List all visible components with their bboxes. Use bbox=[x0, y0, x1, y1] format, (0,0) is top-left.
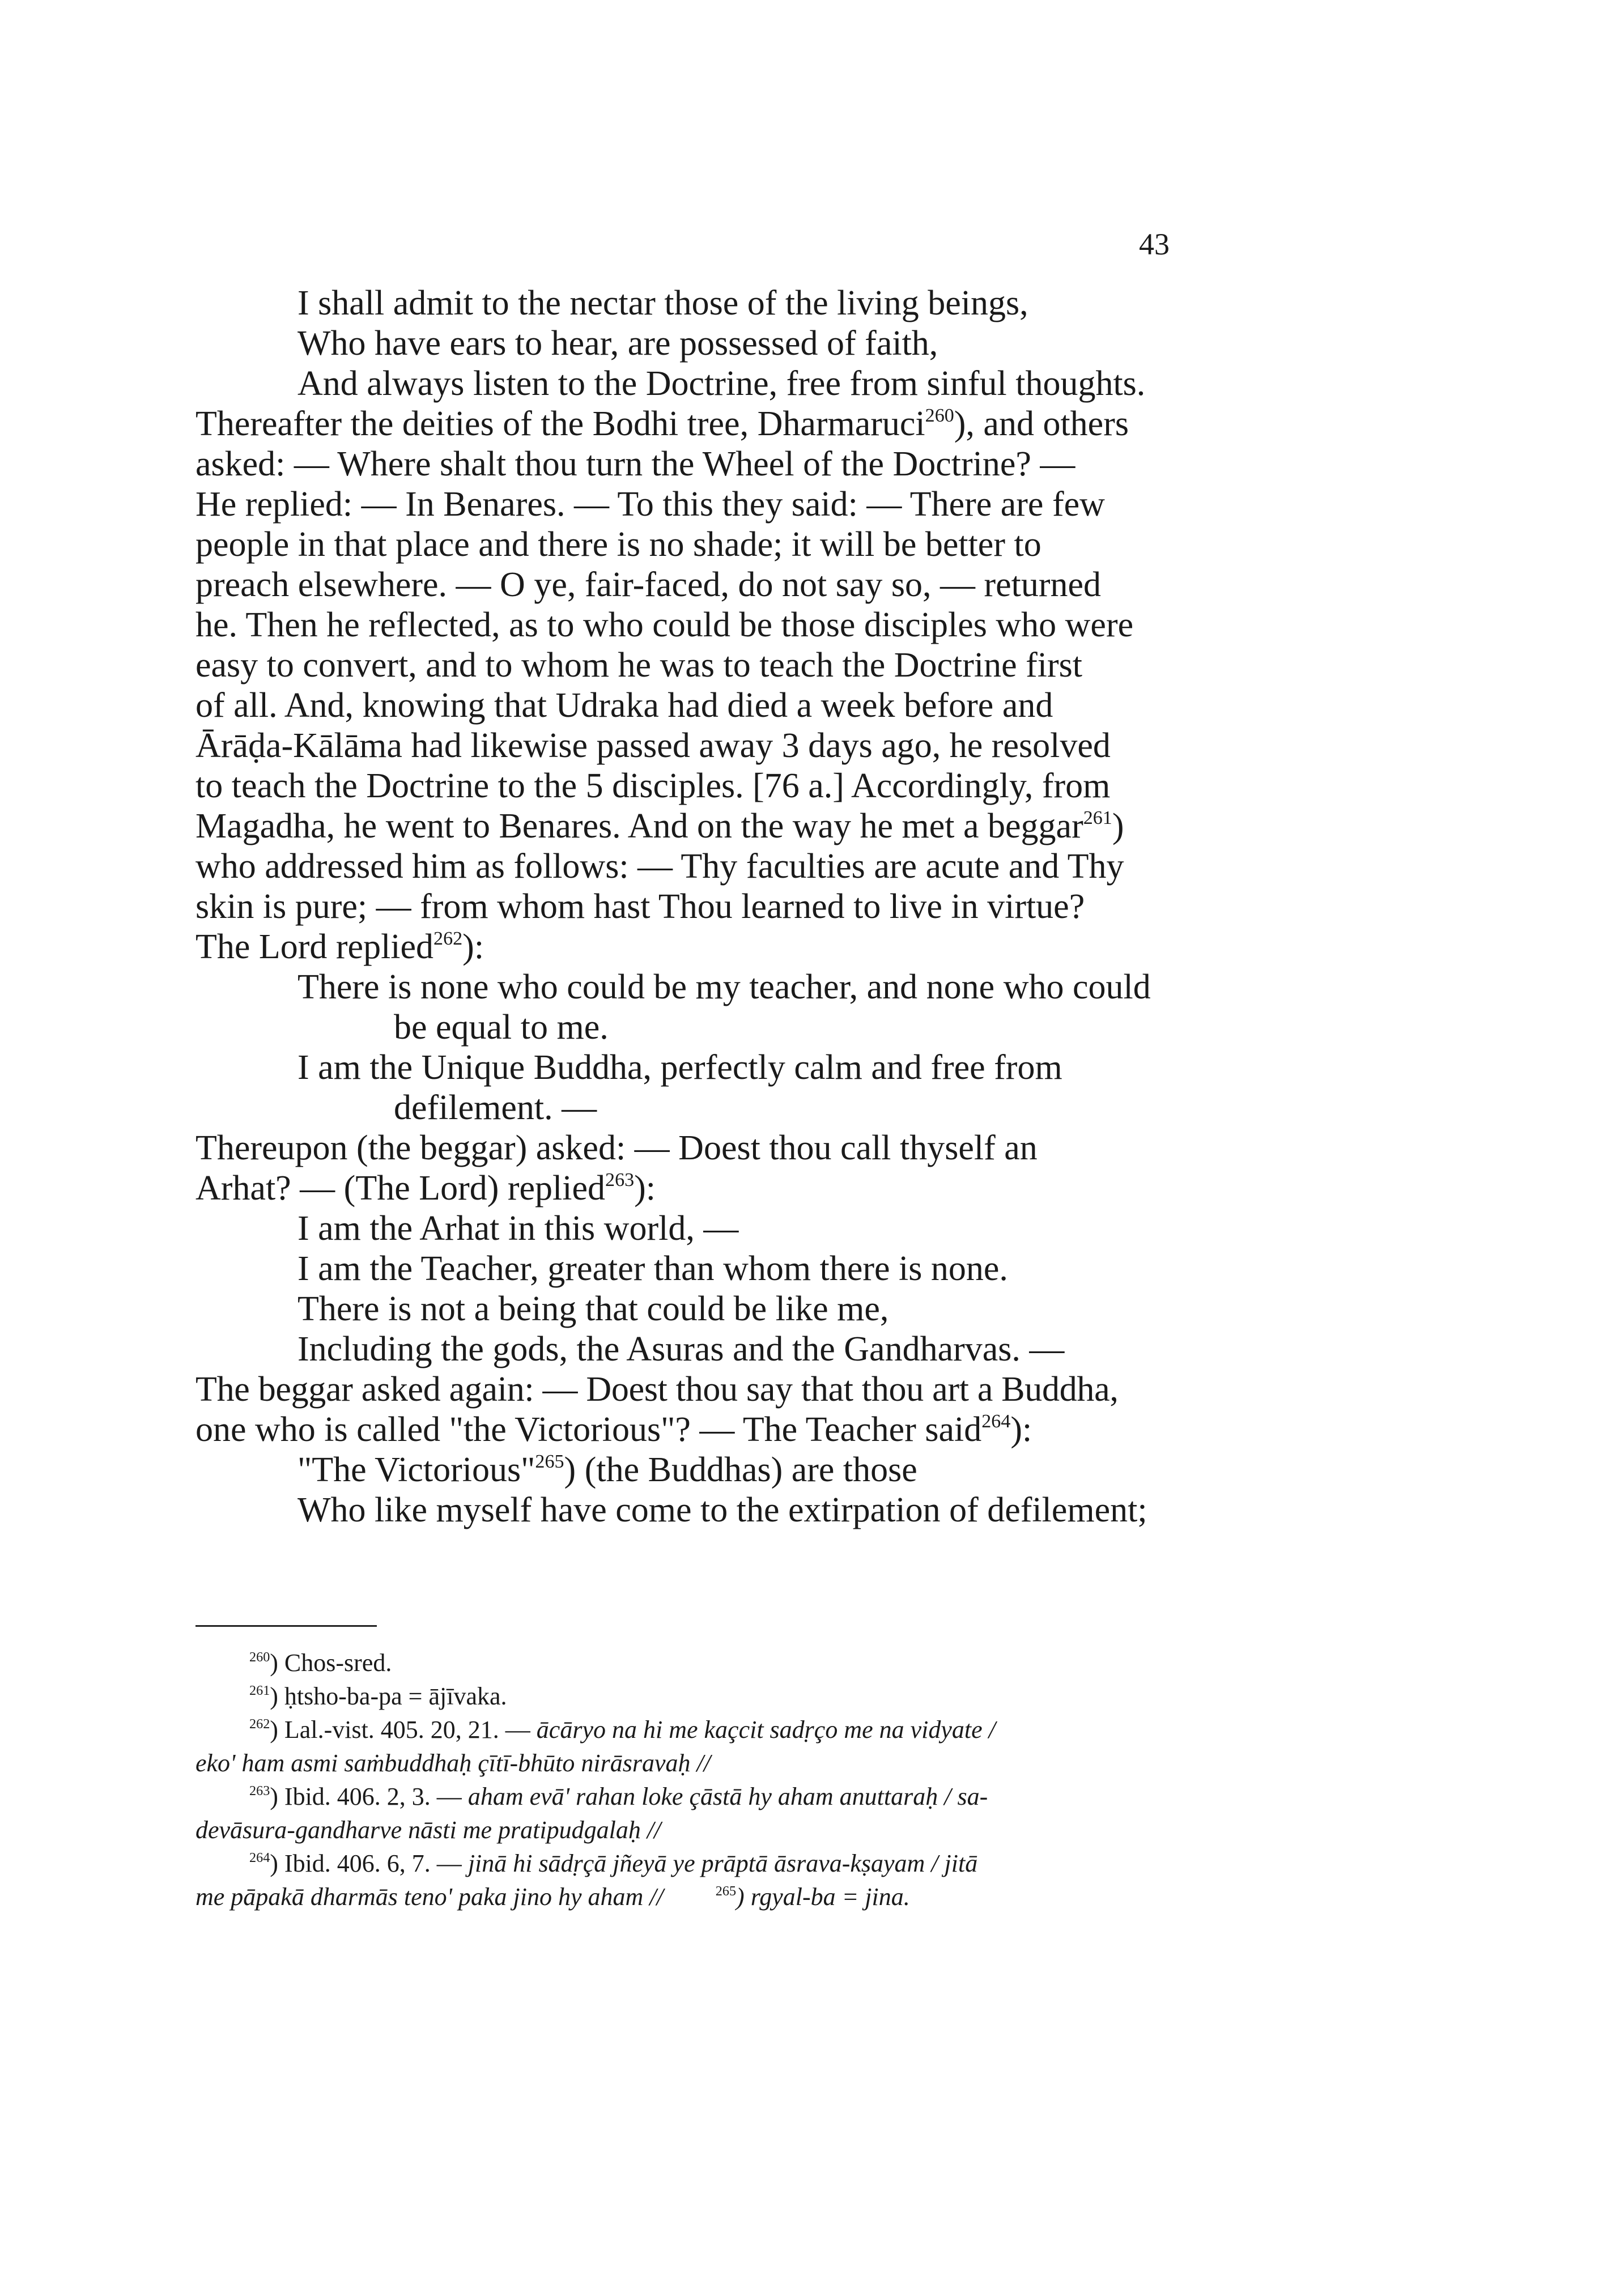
footnote-265-num: 265 bbox=[715, 1883, 737, 1899]
paragraph-3 bbox=[195, 1370, 1170, 1450]
verse-line: "The Victorious"$^{265}$) (the Buddhas) are those bbox=[297, 1451, 917, 1489]
footnote-ref-264[interactable]: 264 bbox=[981, 1411, 1011, 1432]
footnote-ref-263[interactable]: 263 bbox=[605, 1170, 635, 1191]
verse-line: be equal to me. bbox=[394, 1008, 609, 1047]
footnote-separator bbox=[195, 1625, 377, 1627]
text-line: he. Then he reflected, as to who could be those disciples who were bbox=[195, 606, 1134, 644]
footnote-ref-262[interactable]: 262 bbox=[433, 928, 463, 950]
verse-line: And always listen to the Doctrine, free from sinful thoughts. bbox=[297, 364, 1146, 403]
verse-line: I am the Teacher, greater than whom there is none. bbox=[297, 1249, 1008, 1288]
text-line: asked: — Where shalt thou turn the Wheel of the Doctrine? — bbox=[195, 445, 1075, 483]
footnote-ref-260[interactable]: 260 bbox=[925, 405, 954, 427]
verse-line: There is not a being that could be like me, bbox=[297, 1290, 889, 1328]
footnote-262-cont: eko' ham asmi saṁbuddhaḥ çītī-bhūto nirāsravaḥ // bbox=[195, 1749, 711, 1777]
footnote-263-cont: devāsura-gandharve nāsti me pratipudgalaḥ // bbox=[195, 1816, 661, 1844]
text-line: to teach the Doctrine to the 5 disciples. [76 a.] Accordingly, from bbox=[195, 767, 1111, 805]
verse-line: I am the Arhat in this world, — bbox=[297, 1209, 739, 1248]
text-line: preach elsewhere. — O ye, fair-faced, do not say so, — returned bbox=[195, 566, 1102, 604]
footnote-264: $^{264}$) Ibid. 406. 6, 7. — jinā hi sādṛçā jñeyā ye prāptā āsrava-kṣayam / jitā bbox=[249, 1849, 978, 1877]
text-line: of all. And, knowing that Udraka had died a week before and bbox=[195, 686, 1053, 725]
text-line: Arhat? — (The Lord) replied$^{263}$): bbox=[195, 1169, 656, 1207]
text-line: easy to convert, and to whom he was to teach the Doctrine first bbox=[195, 646, 1083, 684]
footnote-262: $^{262}$) Lal.-vist. 405. 20, 21. — ācāryo na hi me kaçcit sadṛço me na vidyate / bbox=[249, 1716, 996, 1744]
paragraph-1 bbox=[195, 404, 1170, 967]
text-line: people in that place and there is no shade; it will be better to bbox=[195, 525, 1041, 564]
text-line: who addressed him as follows: — Thy faculties are acute and Thy bbox=[195, 847, 1124, 886]
verse-line: I shall admit to the nectar those of the living beings, bbox=[297, 284, 1028, 322]
text-line: one who is called "the Victorious"? — The Teacher said$^{264}$): bbox=[195, 1410, 1032, 1449]
verse-1 bbox=[195, 283, 1170, 404]
verse-line: I am the Unique Buddha, perfectly calm and free from bbox=[297, 1048, 1062, 1087]
verse-line: Who like myself have come to the extirpation of defilement; bbox=[297, 1491, 1147, 1529]
verse-line: defilement. — bbox=[394, 1089, 597, 1127]
verse-line: There is none who could be my teacher, and none who could bbox=[297, 968, 1151, 1006]
text-line: Ārāḍa-Kālāma had likewise passed away 3 days ago, he resolved bbox=[195, 726, 1111, 765]
text-line: Magadha, he went to Benares. And on the way he met a beggar$^{261}$) bbox=[195, 807, 1124, 845]
footnotes bbox=[195, 1646, 1170, 1914]
paragraph-2 bbox=[195, 1128, 1170, 1209]
text-line: The Lord replied$^{262}$): bbox=[195, 928, 484, 966]
verse-line: Who have ears to hear, are possessed of faith, bbox=[297, 324, 938, 363]
footnote-260: $^{260}$) Chos-sred. bbox=[249, 1649, 392, 1677]
footnote-264-cont: me pāpakā dharmās teno' paka jino hy aham // $^{265}$) rgyal-ba = jina. bbox=[195, 1883, 910, 1911]
text-line: Thereupon (the beggar) asked: — Doest thou call thyself an bbox=[195, 1129, 1038, 1167]
text-line: skin is pure; — from whom hast Thou learned to live in virtue? bbox=[195, 887, 1085, 926]
footnote-ref-261[interactable]: 261 bbox=[1083, 807, 1112, 829]
text-line: He replied: — In Benares. — To this they said: — There are few bbox=[195, 485, 1105, 524]
page-number: 43 bbox=[1139, 227, 1170, 261]
footnote-261: $^{261}$) ḥtsho-ba-pa = ājīvaka. bbox=[249, 1682, 507, 1710]
verse-4 bbox=[195, 1450, 1170, 1530]
verse-3 bbox=[195, 1209, 1170, 1370]
verse-2 bbox=[195, 967, 1170, 1128]
footnote-ref-265[interactable]: 265 bbox=[535, 1451, 564, 1473]
footnote-265: ) rgyal-ba = jina. bbox=[736, 1883, 910, 1911]
text-line: The beggar asked again: — Doest thou say that thou art a Buddha, bbox=[195, 1370, 1119, 1409]
verse-line: Including the gods, the Asuras and the Gandharvas. — bbox=[297, 1330, 1065, 1368]
main-text bbox=[195, 283, 1170, 1530]
text-line: Thereafter the deities of the Bodhi tree, Dharmaruci$^{260}$), and others bbox=[195, 405, 1129, 443]
footnote-263: $^{263}$) Ibid. 406. 2, 3. — aham evā' rahan loke çāstā hy aham anuttaraḥ / sa- bbox=[249, 1783, 988, 1810]
